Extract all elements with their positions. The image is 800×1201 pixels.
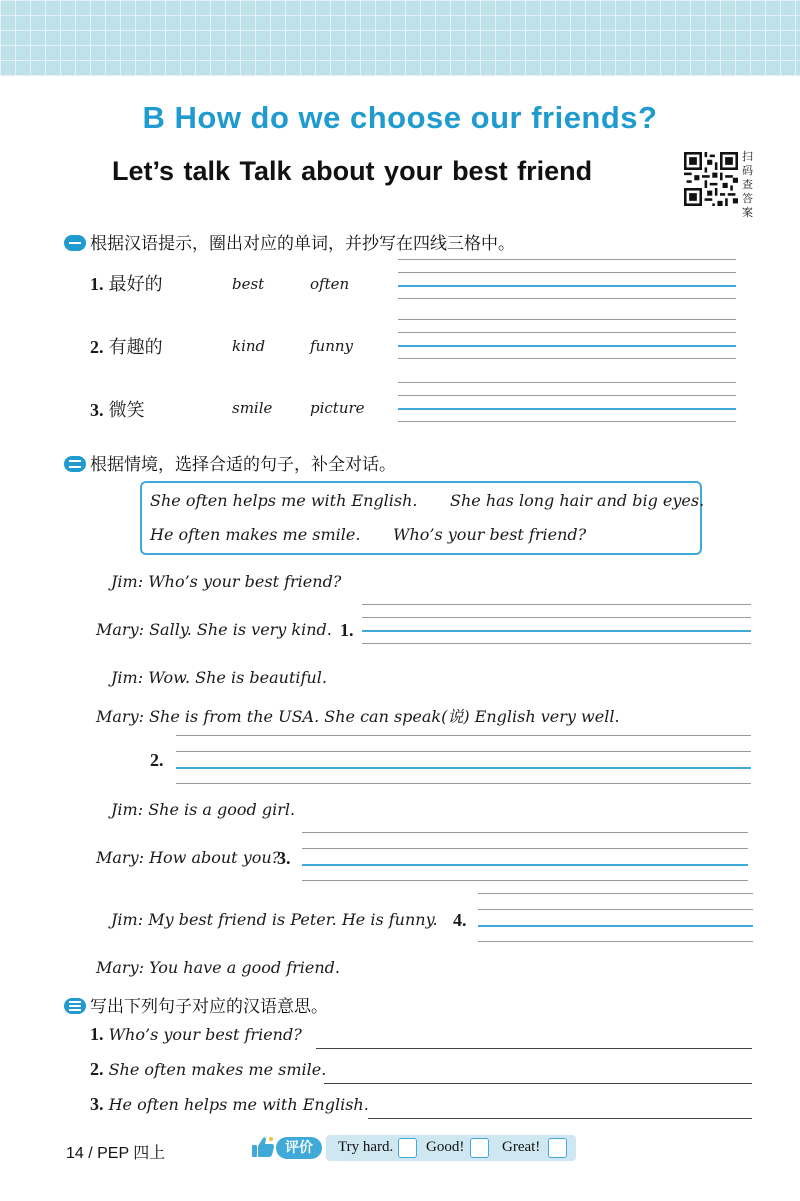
dialogue-text: Wow. She is beautiful. — [148, 668, 327, 687]
chinese-prompt: 有趣的 — [108, 337, 163, 358]
section-three-icon — [64, 998, 86, 1014]
rating-label: Good! — [426, 1139, 465, 1155]
item-number: 2. — [90, 1059, 104, 1079]
chinese-prompt: 微笑 — [108, 400, 145, 421]
section2-heading-text: 根据情境，选择合适的句子，补全对话。 — [90, 455, 396, 475]
self-evaluation-bar — [326, 1135, 576, 1161]
qr-caption: 扫码查答案 — [742, 150, 753, 219]
dialogue-line — [96, 848, 280, 867]
item-number: 1. — [90, 1024, 104, 1044]
answer-line[interactable] — [324, 1083, 752, 1084]
item-number: 1. — [90, 274, 104, 294]
chinese-prompt: 最好的 — [108, 274, 163, 295]
speaker: Jim: — [111, 572, 144, 591]
item-number: 2. — [90, 337, 104, 357]
item-number: 3. — [90, 1094, 104, 1114]
four-line-grid[interactable] — [362, 604, 751, 644]
dialogue-text: Who’s your best friend? — [148, 572, 342, 591]
speaker: Mary: — [96, 620, 144, 639]
answer-line[interactable] — [368, 1118, 752, 1119]
speaker: Jim: — [111, 910, 144, 929]
dialogue-line — [111, 800, 295, 819]
dialogue-line — [96, 704, 620, 727]
blank-number: 3. — [277, 848, 291, 868]
dialogue-line — [96, 958, 340, 977]
four-line-grid[interactable] — [478, 893, 753, 933]
four-line-grid[interactable] — [176, 735, 751, 775]
dialogue-text: Sally. She is very kind. — [149, 620, 332, 639]
evaluation-badge: 评价 — [276, 1137, 322, 1159]
word-option[interactable]: smile — [232, 399, 273, 417]
word-option[interactable]: best — [232, 275, 265, 293]
rating-checkbox[interactable] — [398, 1138, 417, 1158]
blank-number: 2. — [150, 750, 164, 770]
section-two-icon — [64, 456, 86, 472]
translation-row — [90, 1024, 302, 1045]
dialogue-line — [111, 572, 341, 591]
item-number: 3. — [90, 400, 104, 420]
dialogue-text: She is from the USA. She can speak(说) English very well. — [149, 707, 620, 726]
sentence-option: She often helps me with English. — [150, 491, 418, 510]
four-line-grid[interactable] — [398, 319, 736, 359]
speaker: Mary: — [96, 958, 144, 977]
blank-number: 4. — [453, 910, 467, 930]
section3-heading-text: 写出下列句子对应的汉语意思。 — [90, 997, 328, 1017]
lesson-subtitle: Let’s talk Talk about your best friend — [112, 156, 593, 186]
dialogue-text: My best friend is Peter. He is funny. — [148, 910, 438, 929]
translation-row — [90, 1059, 326, 1080]
dialogue-text: She is a good girl. — [148, 800, 296, 819]
dialogue-text: How about you? — [149, 848, 281, 867]
sentence-option: She has long hair and big eyes. — [450, 491, 705, 510]
four-line-grid[interactable] — [302, 832, 748, 872]
answer-line[interactable] — [316, 1048, 752, 1049]
word-option[interactable]: funny — [310, 337, 354, 355]
word-option[interactable]: kind — [232, 337, 266, 355]
four-line-grid[interactable] — [398, 259, 736, 299]
word-option[interactable]: picture — [310, 399, 365, 417]
section1-heading — [64, 229, 515, 254]
page-title: B How do we choose our friends? — [142, 100, 658, 135]
four-line-grid[interactable] — [398, 382, 736, 422]
dialogue-line — [96, 620, 332, 639]
sentence: Who’s your best friend? — [108, 1025, 302, 1044]
speaker: Jim: — [111, 800, 144, 819]
qr-code-icon[interactable] — [684, 152, 738, 206]
speaker: Mary: — [96, 707, 144, 726]
rating-label: Try hard. — [338, 1139, 394, 1155]
sentence: He often helps me with English. — [108, 1095, 369, 1114]
word-option[interactable]: often — [310, 275, 350, 293]
sentence-option: Who’s your best friend? — [393, 525, 587, 544]
page-number: 14 / PEP 四上 — [66, 1145, 166, 1162]
sentence-option: He often makes me smile. — [150, 525, 361, 544]
blank-number: 1. — [340, 620, 354, 640]
s1-row-2 — [90, 333, 163, 359]
header-grid-band — [0, 0, 800, 76]
speaker: Mary: — [96, 848, 144, 867]
section2-heading — [64, 450, 396, 475]
dialogue-line — [111, 910, 438, 929]
section3-heading — [64, 992, 328, 1017]
dialogue-text: You have a good friend. — [149, 958, 340, 977]
section-one-icon — [64, 235, 86, 251]
thumbs-up-icon — [250, 1135, 276, 1159]
rating-checkbox[interactable] — [548, 1138, 567, 1158]
rating-checkbox[interactable] — [470, 1138, 489, 1158]
sentence: She often makes me smile. — [108, 1060, 327, 1079]
s1-row-3 — [90, 396, 145, 422]
rating-label: Great! — [502, 1139, 541, 1155]
translation-row — [90, 1094, 369, 1115]
speaker: Jim: — [111, 668, 144, 687]
section1-heading-text: 根据汉语提示，圈出对应的单词，并抄写在四线三格中。 — [90, 234, 515, 254]
s1-row-1 — [90, 270, 163, 296]
dialogue-line — [111, 668, 327, 687]
